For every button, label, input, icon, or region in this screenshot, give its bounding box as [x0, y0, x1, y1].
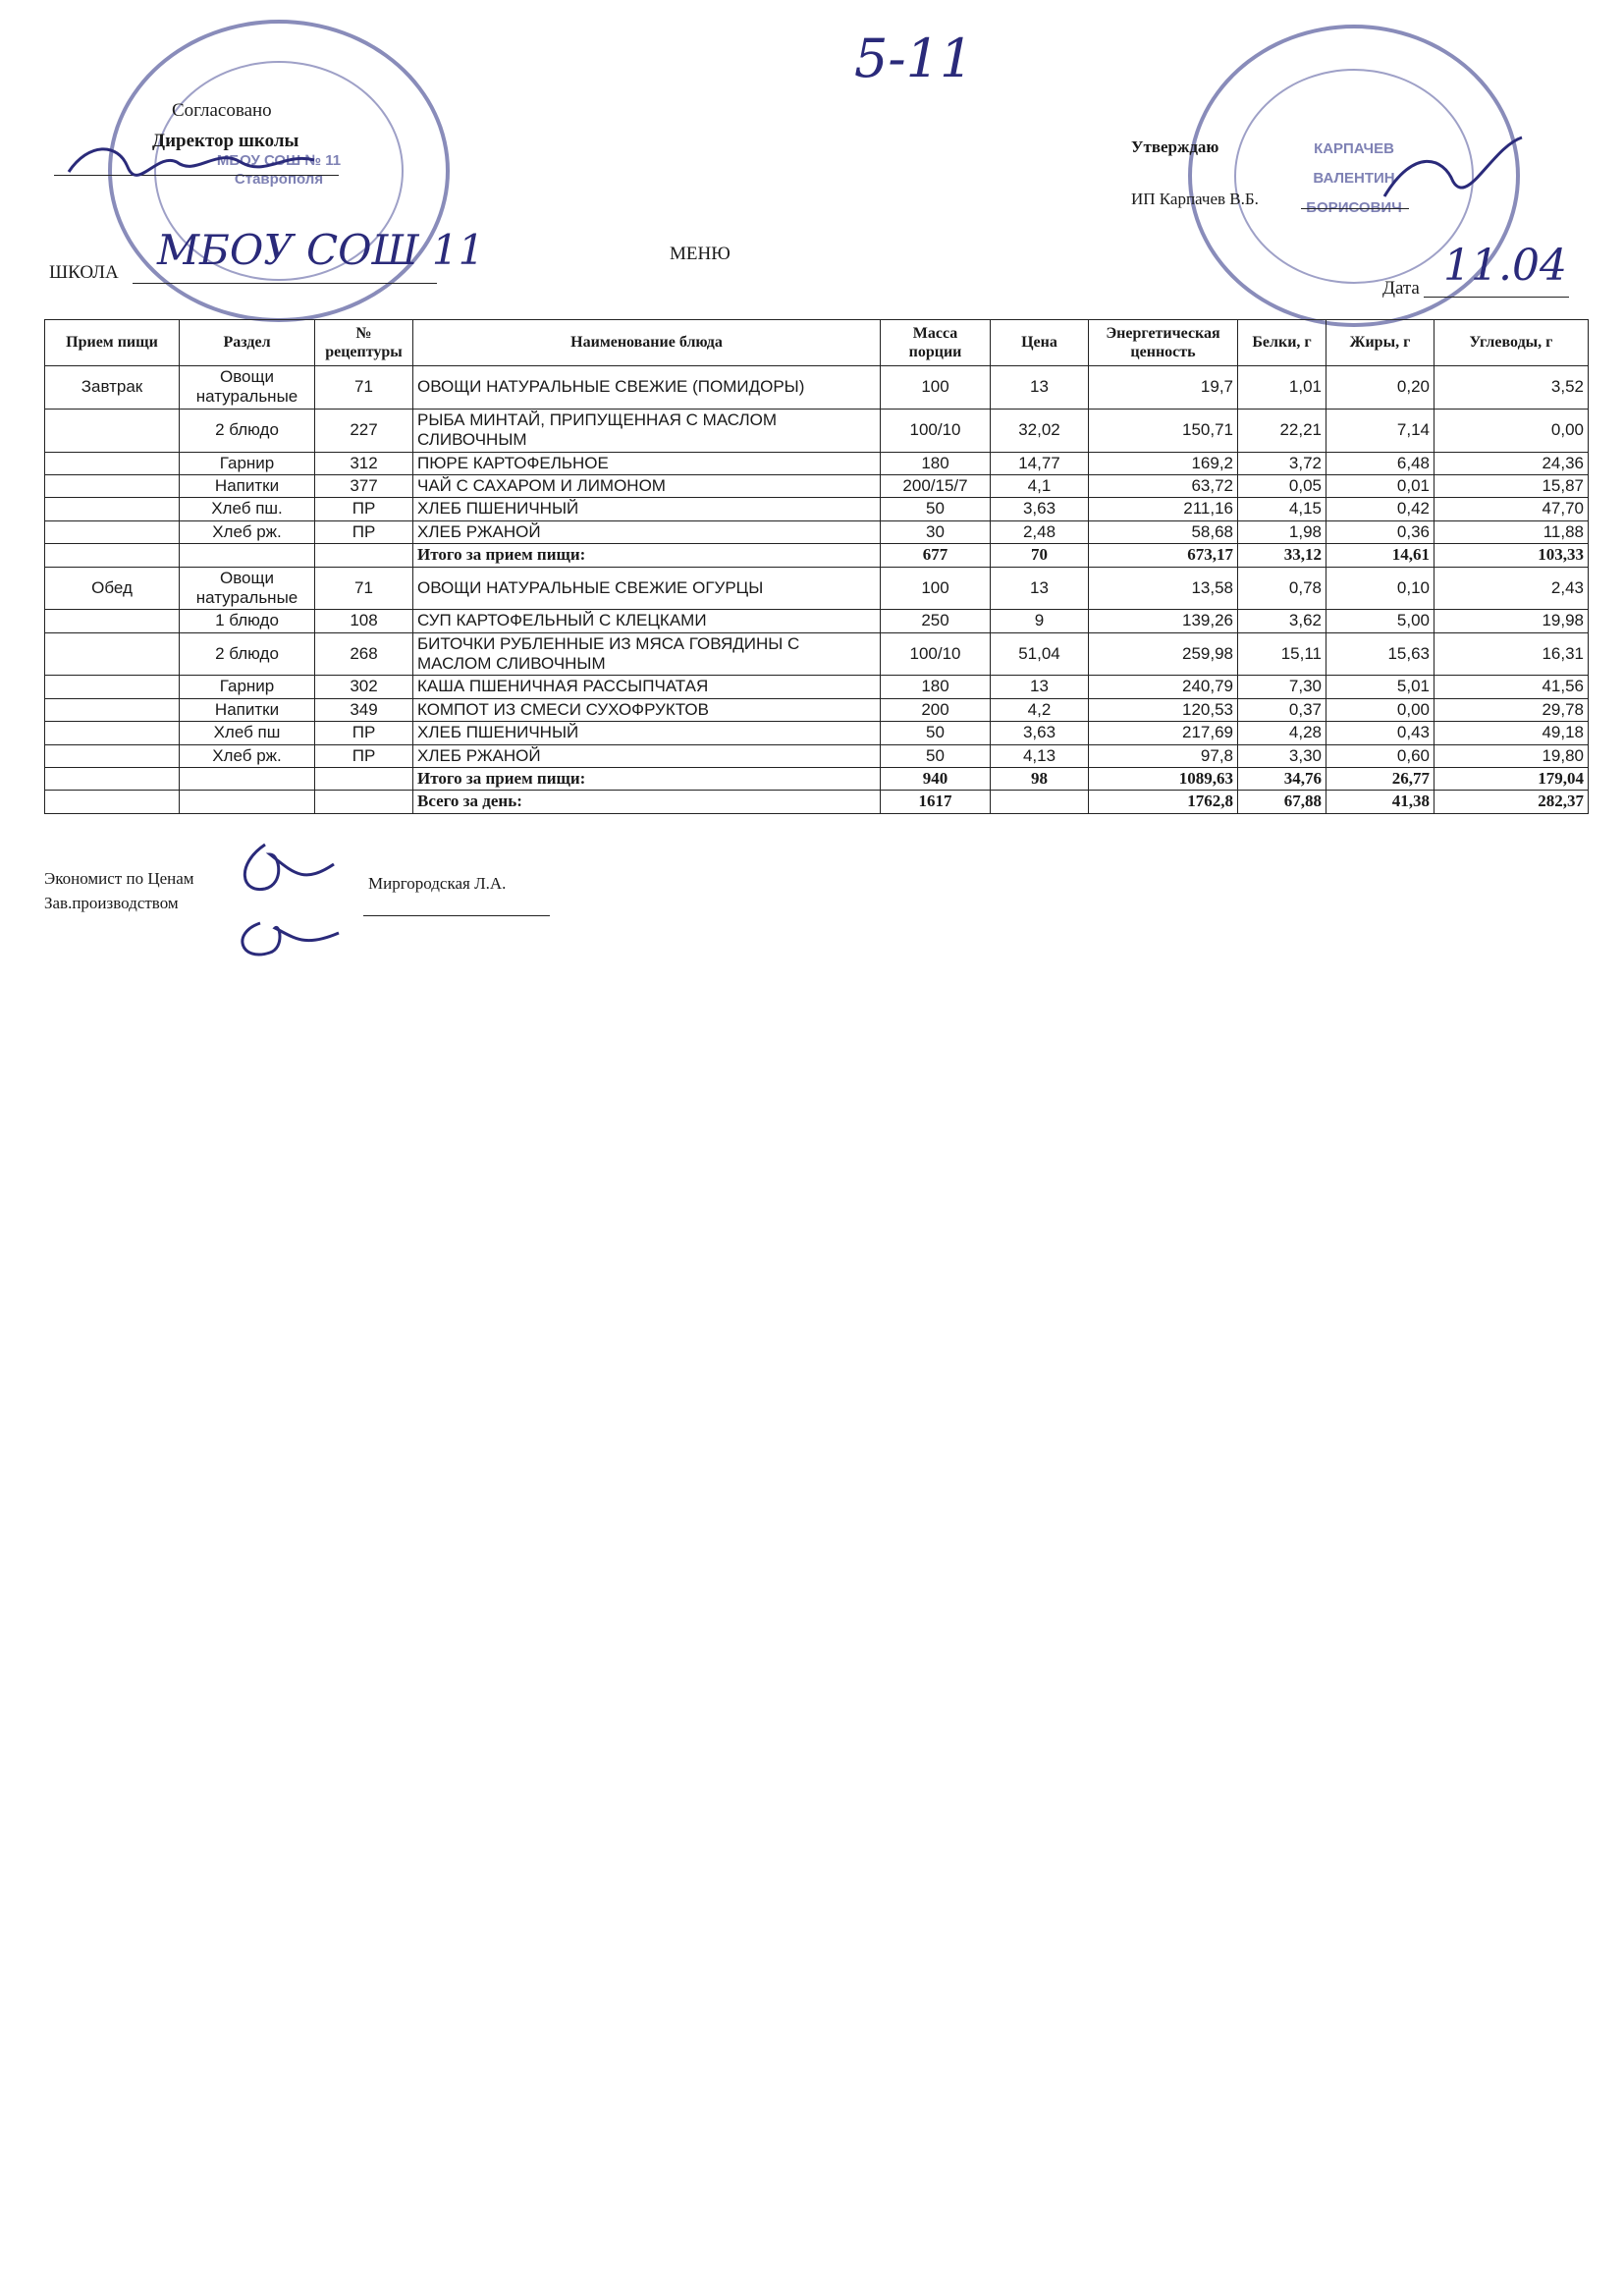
- table-row: [45, 366, 1589, 410]
- table-total-row: [45, 544, 1589, 567]
- cell-meal: [45, 520, 180, 543]
- cell-recipe: [315, 791, 413, 813]
- cell-fat: 0,60: [1326, 744, 1435, 767]
- cell-carbs: 47,70: [1435, 498, 1589, 520]
- cell-dish: ЧАЙ С САХАРОМ И ЛИМОНОМ: [413, 474, 881, 497]
- cell-protein: 3,62: [1238, 610, 1326, 632]
- cell-protein: 3,30: [1238, 744, 1326, 767]
- header-recipe: № рецептуры: [315, 320, 413, 366]
- menu-table-body: [45, 366, 1589, 814]
- cell-recipe: [315, 544, 413, 567]
- table-row: [45, 409, 1589, 452]
- cell-section: 2 блюдо: [180, 409, 315, 452]
- cell-protein: 4,15: [1238, 498, 1326, 520]
- cell-carbs: 19,80: [1435, 744, 1589, 767]
- production-label: Зав.производством: [44, 894, 179, 912]
- cell-price: 9: [991, 610, 1089, 632]
- cell-dish: КАША ПШЕНИЧНАЯ РАССЫПЧАТАЯ: [413, 676, 881, 698]
- header-price: Цена: [991, 320, 1089, 366]
- header-protein: Белки, г: [1238, 320, 1326, 366]
- cell-protein: 15,11: [1238, 632, 1326, 676]
- table-row: [45, 632, 1589, 676]
- cell-dish: Итого за прием пищи:: [413, 768, 881, 791]
- cell-mass: 50: [881, 744, 991, 767]
- cell-meal: [45, 676, 180, 698]
- cell-fat: 0,43: [1326, 722, 1435, 744]
- cell-energy: 139,26: [1089, 610, 1238, 632]
- cell-mass: 250: [881, 610, 991, 632]
- menu-table: [44, 319, 1589, 814]
- cell-energy: 169,2: [1089, 452, 1238, 474]
- cell-fat: 7,14: [1326, 409, 1435, 452]
- approver-signature: [1375, 128, 1532, 216]
- cell-protein: 7,30: [1238, 676, 1326, 698]
- cell-recipe: 268: [315, 632, 413, 676]
- cell-energy: 120,53: [1089, 698, 1238, 721]
- header-meal: Прием пищи: [45, 320, 180, 366]
- cell-price: 4,1: [991, 474, 1089, 497]
- school-stamp: МБОУ СОШ № 11 Ставрополя: [108, 20, 450, 322]
- cell-section: [180, 768, 315, 791]
- cell-meal: [45, 698, 180, 721]
- cell-meal: Завтрак: [45, 366, 180, 410]
- cell-fat: 0,42: [1326, 498, 1435, 520]
- cell-price: 3,63: [991, 722, 1089, 744]
- cell-recipe: 108: [315, 610, 413, 632]
- cell-price: 4,2: [991, 698, 1089, 721]
- table-row: [45, 474, 1589, 497]
- cell-energy: 19,7: [1089, 366, 1238, 410]
- cell-recipe: ПР: [315, 498, 413, 520]
- cell-energy: 259,98: [1089, 632, 1238, 676]
- cell-meal: [45, 791, 180, 813]
- cell-dish: ХЛЕБ РЖАНОЙ: [413, 520, 881, 543]
- cell-carbs: 282,37: [1435, 791, 1589, 813]
- cell-dish: ХЛЕБ ПШЕНИЧНЫЙ: [413, 722, 881, 744]
- cell-price: 32,02: [991, 409, 1089, 452]
- cell-fat: 15,63: [1326, 632, 1435, 676]
- cell-mass: 100: [881, 567, 991, 610]
- header-energy: Энергетическая ценность: [1089, 320, 1238, 366]
- header-dish: Наименование блюда: [413, 320, 881, 366]
- approval-left-label: Согласовано: [172, 100, 272, 121]
- cell-meal: [45, 610, 180, 632]
- header-section: Раздел: [180, 320, 315, 366]
- cell-fat: 14,61: [1326, 544, 1435, 567]
- cell-section: Гарнир: [180, 452, 315, 474]
- table-header-row: [45, 320, 1589, 366]
- approval-left-position: Директор школы: [152, 131, 299, 151]
- cell-mass: 100: [881, 366, 991, 410]
- cell-section: 2 блюдо: [180, 632, 315, 676]
- cell-protein: 22,21: [1238, 409, 1326, 452]
- approval-right-label: Утверждаю: [1131, 137, 1219, 156]
- table-row: [45, 520, 1589, 543]
- header-mass: Масса порции: [881, 320, 991, 366]
- cell-section: Напитки: [180, 474, 315, 497]
- cell-price: 2,48: [991, 520, 1089, 543]
- table-row: [45, 698, 1589, 721]
- cell-energy: 1762,8: [1089, 791, 1238, 813]
- table-row: [45, 498, 1589, 520]
- cell-recipe: 302: [315, 676, 413, 698]
- cell-carbs: 19,98: [1435, 610, 1589, 632]
- cell-carbs: 2,43: [1435, 567, 1589, 610]
- cell-section: Напитки: [180, 698, 315, 721]
- cell-meal: [45, 632, 180, 676]
- cell-carbs: 29,78: [1435, 698, 1589, 721]
- cell-section: 1 блюдо: [180, 610, 315, 632]
- cell-section: Овощи натуральные: [180, 567, 315, 610]
- cell-mass: 200/15/7: [881, 474, 991, 497]
- cell-dish: БИТОЧКИ РУБЛЕННЫЕ ИЗ МЯСА ГОВЯДИНЫ С МАСЛОМ СЛИВОЧНЫМ: [413, 632, 881, 676]
- cell-price: 13: [991, 567, 1089, 610]
- cell-energy: 211,16: [1089, 498, 1238, 520]
- cell-dish: ХЛЕБ РЖАНОЙ: [413, 744, 881, 767]
- cell-section: Хлеб рж.: [180, 744, 315, 767]
- cell-recipe: ПР: [315, 722, 413, 744]
- cell-mass: 180: [881, 452, 991, 474]
- cell-price: 70: [991, 544, 1089, 567]
- table-row: [45, 676, 1589, 698]
- cell-mass: 1617: [881, 791, 991, 813]
- cell-protein: 0,05: [1238, 474, 1326, 497]
- cell-section: Гарнир: [180, 676, 315, 698]
- cell-mass: 677: [881, 544, 991, 567]
- cell-protein: 1,01: [1238, 366, 1326, 410]
- cell-dish: Итого за прием пищи:: [413, 544, 881, 567]
- cell-recipe: 377: [315, 474, 413, 497]
- cell-price: 13: [991, 366, 1089, 410]
- cell-carbs: 24,36: [1435, 452, 1589, 474]
- cell-fat: 5,01: [1326, 676, 1435, 698]
- cell-recipe: 312: [315, 452, 413, 474]
- approval-right-person: ИП Карпачев В.Б.: [1131, 190, 1259, 208]
- cell-fat: 41,38: [1326, 791, 1435, 813]
- cell-fat: 26,77: [1326, 768, 1435, 791]
- table-total-row: [45, 791, 1589, 813]
- cell-section: Хлеб пш.: [180, 498, 315, 520]
- cell-recipe: 349: [315, 698, 413, 721]
- table-row: [45, 722, 1589, 744]
- cell-section: Овощи натуральные: [180, 366, 315, 410]
- cell-meal: [45, 498, 180, 520]
- cell-carbs: 49,18: [1435, 722, 1589, 744]
- cell-protein: 0,78: [1238, 567, 1326, 610]
- cell-dish: ОВОЩИ НАТУРАЛЬНЫЕ СВЕЖИЕ ОГУРЦЫ: [413, 567, 881, 610]
- cell-energy: 1089,63: [1089, 768, 1238, 791]
- cell-section: Хлеб пш: [180, 722, 315, 744]
- table-row: [45, 452, 1589, 474]
- cell-protein: 34,76: [1238, 768, 1326, 791]
- cell-fat: 0,20: [1326, 366, 1435, 410]
- cell-recipe: ПР: [315, 520, 413, 543]
- cell-dish: ПЮРЕ КАРТОФЕЛЬНОЕ: [413, 452, 881, 474]
- cell-section: [180, 544, 315, 567]
- cell-protein: 4,28: [1238, 722, 1326, 744]
- cell-mass: 100/10: [881, 632, 991, 676]
- cell-meal: [45, 722, 180, 744]
- cell-fat: 0,00: [1326, 698, 1435, 721]
- economist-name: Миргородская Л.А.: [368, 874, 507, 893]
- cell-energy: 58,68: [1089, 520, 1238, 543]
- cell-dish: ОВОЩИ НАТУРАЛЬНЫЕ СВЕЖИЕ (ПОМИДОРЫ): [413, 366, 881, 410]
- cell-price: 98: [991, 768, 1089, 791]
- cell-dish: КОМПОТ ИЗ СМЕСИ СУХОФРУКТОВ: [413, 698, 881, 721]
- cell-price: [991, 791, 1089, 813]
- cell-protein: 3,72: [1238, 452, 1326, 474]
- cell-recipe: [315, 768, 413, 791]
- cell-meal: [45, 409, 180, 452]
- cell-recipe: 227: [315, 409, 413, 452]
- cell-price: 51,04: [991, 632, 1089, 676]
- cell-mass: 100/10: [881, 409, 991, 452]
- cell-protein: 1,98: [1238, 520, 1326, 543]
- cell-energy: 673,17: [1089, 544, 1238, 567]
- cell-mass: 30: [881, 520, 991, 543]
- cell-recipe: ПР: [315, 744, 413, 767]
- table-row: [45, 567, 1589, 610]
- header-carbs: Углеводы, г: [1435, 320, 1589, 366]
- header-fat: Жиры, г: [1326, 320, 1435, 366]
- cell-mass: 50: [881, 722, 991, 744]
- table-row: [45, 744, 1589, 767]
- cell-recipe: 71: [315, 366, 413, 410]
- entrepreneur-stamp: КАРПАЧЕВ ВАЛЕНТИН БОРИСОВИЧ: [1188, 25, 1520, 327]
- table-total-row: [45, 768, 1589, 791]
- cell-mass: 50: [881, 498, 991, 520]
- cell-fat: 0,01: [1326, 474, 1435, 497]
- cell-price: 14,77: [991, 452, 1089, 474]
- cell-mass: 940: [881, 768, 991, 791]
- cell-fat: 0,36: [1326, 520, 1435, 543]
- economist-signature-line: [363, 915, 550, 916]
- cell-energy: 217,69: [1089, 722, 1238, 744]
- cell-carbs: 16,31: [1435, 632, 1589, 676]
- cell-section: Хлеб рж.: [180, 520, 315, 543]
- cell-carbs: 3,52: [1435, 366, 1589, 410]
- school-line: [133, 283, 437, 284]
- date-label: Дата: [1382, 278, 1420, 299]
- cell-protein: 33,12: [1238, 544, 1326, 567]
- cell-energy: 150,71: [1089, 409, 1238, 452]
- cell-dish: СУП КАРТОФЕЛЬНЫЙ С КЛЕЦКАМИ: [413, 610, 881, 632]
- cell-price: 4,13: [991, 744, 1089, 767]
- date-line: [1424, 297, 1569, 298]
- cell-protein: 0,37: [1238, 698, 1326, 721]
- economist-signature: [226, 825, 353, 972]
- cell-dish: ХЛЕБ ПШЕНИЧНЫЙ: [413, 498, 881, 520]
- table-row: [45, 610, 1589, 632]
- cell-fat: 0,10: [1326, 567, 1435, 610]
- director-signature: [59, 133, 353, 201]
- cell-fat: 6,48: [1326, 452, 1435, 474]
- cell-carbs: 0,00: [1435, 409, 1589, 452]
- cell-energy: 13,58: [1089, 567, 1238, 610]
- cell-meal: [45, 452, 180, 474]
- cell-meal: Обед: [45, 567, 180, 610]
- cell-recipe: 71: [315, 567, 413, 610]
- cell-price: 13: [991, 676, 1089, 698]
- cell-mass: 200: [881, 698, 991, 721]
- handwritten-page-number: 5-11: [854, 27, 974, 89]
- school-label: ШКОЛА: [49, 262, 119, 283]
- cell-energy: 240,79: [1089, 676, 1238, 698]
- date-value-handwritten: 11.04: [1443, 241, 1567, 291]
- cell-energy: 97,8: [1089, 744, 1238, 767]
- cell-fat: 5,00: [1326, 610, 1435, 632]
- cell-carbs: 179,04: [1435, 768, 1589, 791]
- cell-meal: [45, 744, 180, 767]
- cell-energy: 63,72: [1089, 474, 1238, 497]
- cell-carbs: 41,56: [1435, 676, 1589, 698]
- cell-section: [180, 791, 315, 813]
- cell-meal: [45, 768, 180, 791]
- school-value-handwritten: МБОУ СОШ 11: [157, 226, 485, 274]
- cell-carbs: 11,88: [1435, 520, 1589, 543]
- page-title: МЕНЮ: [670, 244, 731, 264]
- cell-carbs: 15,87: [1435, 474, 1589, 497]
- cell-price: 3,63: [991, 498, 1089, 520]
- cell-dish: Всего за день:: [413, 791, 881, 813]
- cell-carbs: 103,33: [1435, 544, 1589, 567]
- cell-meal: [45, 474, 180, 497]
- cell-meal: [45, 544, 180, 567]
- cell-protein: 67,88: [1238, 791, 1326, 813]
- economist-label: Экономист по Ценам: [44, 869, 194, 888]
- cell-dish: РЫБА МИНТАЙ, ПРИПУЩЕННАЯ С МАСЛОМ СЛИВОЧНЫМ: [413, 409, 881, 452]
- cell-mass: 180: [881, 676, 991, 698]
